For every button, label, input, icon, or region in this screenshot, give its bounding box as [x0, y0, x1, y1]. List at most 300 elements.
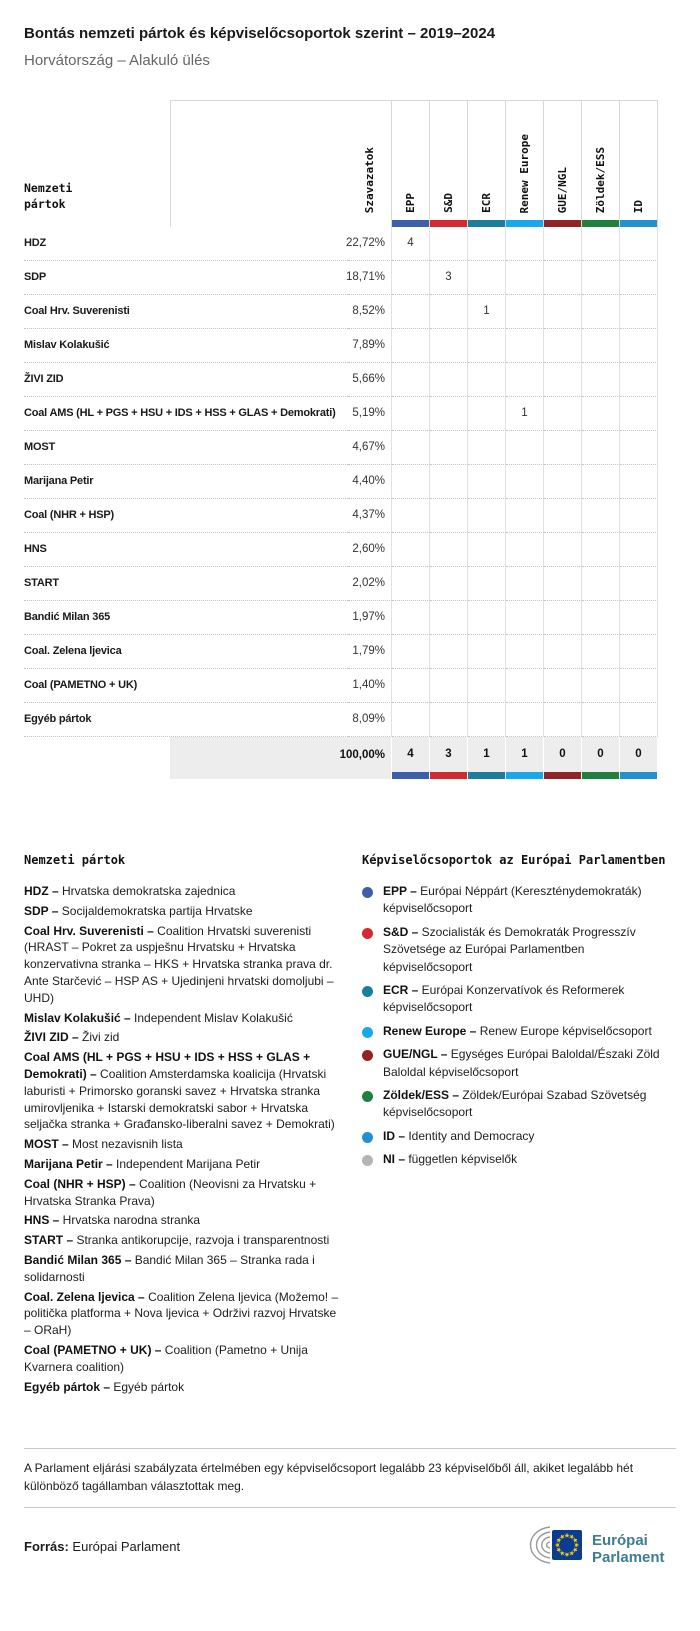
- legend-parties: [24, 853, 346, 1398]
- party-votes-value: 2,60%: [352, 543, 385, 555]
- header-divider: [170, 100, 171, 227]
- group-color-dot: [362, 887, 373, 898]
- seat-cell-epp: [392, 499, 430, 533]
- group-color-bar: [430, 772, 467, 779]
- legend-party-item: Egyéb pártok – Egyéb pártok: [24, 1379, 185, 1394]
- seat-cell-renew-europe: [506, 567, 544, 601]
- total-row: [24, 737, 658, 779]
- seat-cell-gue-ngl: [544, 635, 582, 669]
- group-color-bar: [544, 220, 581, 227]
- seat-cell-epp: 4: [392, 227, 430, 261]
- group-color-bar: [468, 772, 505, 779]
- legend-group-term: GUE/NGL –: [383, 1047, 448, 1062]
- group-color-bar: [506, 772, 543, 779]
- group-header-epp: [392, 100, 430, 227]
- seat-cell-z-ldek-ess: [582, 601, 620, 635]
- party-votes-cell: [348, 363, 392, 397]
- seat-cell-id: [620, 431, 658, 465]
- total-seat-cell-s-d: [430, 737, 468, 779]
- seat-cell-z-ldek-ess: [582, 261, 620, 295]
- party-name-cell: Marijana Petir: [24, 465, 348, 499]
- legend-group-term: ID –: [383, 1128, 406, 1143]
- seat-cell-ecr: [468, 465, 506, 499]
- party-name-cell: Coal AMS (HL + PGS + HSU + IDS + HSS + GLAS + Demokrati): [24, 397, 348, 431]
- seat-cell-ecr: [468, 363, 506, 397]
- table-row: [24, 261, 658, 295]
- legend-group-item: [362, 883, 676, 918]
- party-name-cell: Coal Hrv. Suverenisti: [24, 295, 348, 329]
- legend-group-text: GUE/NGL – Egységes Európai Baloldal/Északi Zöld Baloldal képviselőcsoport: [383, 1047, 660, 1079]
- seat-cell-epp: [392, 533, 430, 567]
- party-name-cell: Coal (PAMETNO + UK): [24, 669, 348, 703]
- party-votes-cell: [348, 703, 392, 737]
- legend-group-item: [362, 1151, 676, 1168]
- table-row: [24, 363, 658, 397]
- party-votes-cell: [348, 465, 392, 499]
- footnote: [24, 1448, 676, 1508]
- party-votes-value: 8,52%: [352, 305, 385, 317]
- total-seat-value: 1: [521, 748, 528, 760]
- legend-group-text: EPP – Európai Néppárt (Kereszténydemokraták) képviselőcsoport: [383, 884, 642, 916]
- total-seat-value: 3: [445, 748, 452, 760]
- seat-cell-renew-europe: [506, 329, 544, 363]
- seat-cell-s-d: 3: [430, 261, 468, 295]
- source-value: Európai Parlament: [72, 1538, 181, 1554]
- legend-group-text: S&D – Szocialisták és Demokraták Progresszív Szövetsége az Európai Parlamentben képviselőcsoport: [383, 924, 636, 974]
- legend-party-term: Coal AMS (HL + PGS + HSU + IDS + HSS + GLAS + Demokrati) –: [24, 1050, 311, 1081]
- group-header-label: EPP: [404, 193, 417, 213]
- group-color-dot: [362, 928, 373, 939]
- party-name-cell: Coal. Zelena ljevica: [24, 635, 348, 669]
- legend-group-item: [362, 1046, 676, 1081]
- table-row: [24, 465, 658, 499]
- total-seat-value: 0: [635, 748, 642, 760]
- legend-party-item: Bandić Milan 365 – Bandić Milan 365 – Stranka rada i solidarnosti: [24, 1252, 315, 1284]
- group-header-label: Zöldek/ESS: [594, 146, 607, 213]
- seat-cell-gue-ngl: [544, 465, 582, 499]
- legend-party-term: ŽIVI ZID –: [24, 1030, 79, 1045]
- party-votes-cell: [348, 329, 392, 363]
- seat-cell-ecr: [468, 635, 506, 669]
- party-votes-cell: [345, 227, 392, 261]
- european-parliament-logo: [508, 1522, 676, 1570]
- legend-group-term: NI –: [383, 1152, 406, 1167]
- seat-cell-ecr: [468, 499, 506, 533]
- seat-cell-s-d: [430, 703, 468, 737]
- votes-header-label: Szavazatok: [363, 146, 376, 213]
- party-votes-value: 18,71%: [345, 271, 385, 283]
- seat-cell-id: [620, 567, 658, 601]
- table-row: [24, 533, 658, 567]
- legend-party-item: Coal (PAMETNO + UK) – Coalition (Pametno + Unija Kvarnera coalition): [24, 1342, 308, 1374]
- legend-group-item: [362, 982, 676, 1017]
- legend-group-text: Renew Europe – Renew Europe képviselőcsoport: [383, 1023, 652, 1038]
- seat-cell-z-ldek-ess: [582, 465, 620, 499]
- party-votes-cell: [348, 635, 392, 669]
- seat-cell-s-d: [430, 533, 468, 567]
- legend-parties-title: Nemzeti pártok: [24, 853, 126, 867]
- party-votes-value: 7,89%: [352, 339, 385, 351]
- group-color-bar: [468, 220, 505, 227]
- seat-cell-renew-europe: 1: [506, 397, 544, 431]
- seat-cell-gue-ngl: [544, 669, 582, 703]
- group-header-gue-ngl: [544, 100, 582, 227]
- seat-cell-z-ldek-ess: [582, 295, 620, 329]
- legend-parties-list: [24, 883, 346, 1395]
- logo-wordmark-line2: Parlament: [592, 1549, 665, 1567]
- seat-cell-z-ldek-ess: [582, 431, 620, 465]
- party-votes-value: 2,02%: [352, 577, 385, 589]
- table-row: [24, 295, 658, 329]
- page-title: Bontás nemzeti pártok és képviselőcsoportok szerint – 2019–2024: [24, 25, 496, 42]
- seat-cell-epp: [392, 397, 430, 431]
- total-seat-value: 4: [407, 748, 414, 760]
- seat-cell-gue-ngl: [544, 261, 582, 295]
- seat-cell-renew-europe: [506, 261, 544, 295]
- legend-party-term: Coal (NHR + HSP) –: [24, 1176, 136, 1191]
- seat-cell-ecr: [468, 227, 506, 261]
- legend-party-item: SDP – Socijaldemokratska partija Hrvatske: [24, 903, 253, 918]
- total-seat-cell-id: [620, 737, 658, 779]
- seat-cell-gue-ngl: [544, 567, 582, 601]
- total-seat-value: 0: [597, 748, 604, 760]
- footer: [24, 1522, 676, 1570]
- seat-cell-ecr: [468, 601, 506, 635]
- legend-group-term: ECR –: [383, 982, 419, 997]
- group-header-ecr: [468, 100, 506, 227]
- seat-cell-ecr: [468, 567, 506, 601]
- legend-party-item: Mislav Kolakušić – Independent Mislav Kolakušić: [24, 1010, 293, 1025]
- seat-cell-z-ldek-ess: [582, 669, 620, 703]
- party-name-cell: MOST: [24, 431, 348, 465]
- legend-party-item: Coal Hrv. Suverenisti – Coalition Hrvatski suverenisti (HRAST – Pokret za uspješnu Hrvatsku + Hrvatska konzervativna stranka – HKS + Hrvatska stranka prava dr. Ante Starčević – HSP AS + Ujedinjeni hrvatski domoljubi – UHD): [24, 923, 334, 1005]
- seat-cell-gue-ngl: [544, 295, 582, 329]
- legend-party-item: Marijana Petir – Independent Marijana Petir: [24, 1156, 261, 1171]
- table-row: [24, 329, 658, 363]
- votes-column-header: [348, 100, 392, 227]
- seat-cell-s-d: [430, 499, 468, 533]
- legend-group-item: [362, 1023, 676, 1040]
- legend-party-item: Coal. Zelena ljevica – Coalition Zelena ljevica (Možemo! – politička platforma + Nova ljevica + Održivi razvoj Hrvatske – ORaH): [24, 1289, 339, 1338]
- seat-cell-s-d: [430, 669, 468, 703]
- group-color-dot: [362, 1132, 373, 1143]
- party-votes-value: 5,66%: [352, 373, 385, 385]
- legend-party-item: ŽIVI ZID – Živi zid: [24, 1030, 120, 1045]
- seat-cell-epp: [392, 635, 430, 669]
- total-seat-cell-z-ldek-ess: [582, 737, 620, 779]
- seat-cell-s-d: [430, 397, 468, 431]
- party-votes-value: 4,37%: [352, 509, 385, 521]
- seat-cell-gue-ngl: [544, 431, 582, 465]
- seat-cell-ecr: [468, 669, 506, 703]
- seat-cell-z-ldek-ess: [582, 499, 620, 533]
- seat-cell-s-d: [430, 295, 468, 329]
- seat-cell-s-d: [430, 431, 468, 465]
- seat-cell-id: [620, 601, 658, 635]
- seat-cell-ecr: [468, 533, 506, 567]
- party-name-cell: SDP: [24, 261, 348, 295]
- seat-cell-z-ldek-ess: [582, 227, 620, 261]
- party-votes-cell: [348, 601, 392, 635]
- seat-cell-ecr: 1: [468, 295, 506, 329]
- seat-cell-id: [620, 533, 658, 567]
- group-header-label: S&D: [442, 193, 455, 213]
- legend-group-text: ID – Identity and Democracy: [383, 1128, 535, 1143]
- party-votes-value: 22,72%: [345, 237, 385, 249]
- seat-cell-id: [620, 397, 658, 431]
- group-color-bar: [582, 220, 619, 227]
- seat-cell-renew-europe: [506, 363, 544, 397]
- page-subtitle: Horvátország – Alakuló ülés: [24, 51, 210, 69]
- legend-party-item: START – Stranka antikorupcije, razvoja i transparentnosti: [24, 1233, 330, 1248]
- legend-group-item: [362, 924, 676, 976]
- party-votes-cell: [345, 261, 392, 295]
- seat-cell-renew-europe: [506, 227, 544, 261]
- party-votes-value: 1,79%: [352, 645, 385, 657]
- group-color-dot: [362, 1155, 373, 1166]
- total-votes-cell: [339, 737, 392, 779]
- legend-group-term: Zöldek/ESS –: [383, 1087, 460, 1102]
- legend-party-term: Coal. Zelena ljevica –: [24, 1289, 145, 1304]
- seat-cell-z-ldek-ess: [582, 635, 620, 669]
- seat-cell-epp: [392, 465, 430, 499]
- seat-cell-id: [620, 261, 658, 295]
- party-votes-cell: [348, 431, 392, 465]
- party-votes-value: 4,67%: [352, 441, 385, 453]
- legend-party-item: HNS – Hrvatska narodna stranka: [24, 1213, 201, 1228]
- party-votes-cell: [348, 567, 392, 601]
- legend-party-item: HDZ – Hrvatska demokratska zajednica: [24, 884, 236, 898]
- seat-cell-z-ldek-ess: [582, 703, 620, 737]
- seat-cell-ecr: [468, 397, 506, 431]
- legend-groups-title: Képviselőcsoportok az Európai Parlamentben: [362, 853, 666, 867]
- seat-cell-id: [620, 499, 658, 533]
- legend-group-term: Renew Europe –: [383, 1023, 477, 1038]
- legend-group-text: ECR – Európai Konzervatívok és Reformerek képviselőcsoport: [383, 982, 625, 1015]
- seat-cell-epp: [392, 261, 430, 295]
- seat-cell-s-d: [430, 567, 468, 601]
- party-votes-value: 1,97%: [352, 611, 385, 623]
- table-row: [24, 499, 658, 533]
- corner-cell: [24, 100, 348, 227]
- seat-cell-epp: [392, 431, 430, 465]
- table-body: [24, 227, 658, 737]
- legend-group-term: S&D –: [383, 924, 419, 939]
- seat-cell-s-d: [430, 227, 468, 261]
- seat-cell-epp: [392, 363, 430, 397]
- seat-cell-ecr: [468, 431, 506, 465]
- seat-cell-gue-ngl: [544, 363, 582, 397]
- seat-cell-epp: [392, 329, 430, 363]
- group-color-bar: [544, 772, 581, 779]
- seat-cell-s-d: [430, 329, 468, 363]
- table-row: [24, 397, 658, 431]
- party-name-cell: Coal (NHR + HSP): [24, 499, 348, 533]
- seat-cell-gue-ngl: [544, 397, 582, 431]
- seat-cell-ecr: [468, 703, 506, 737]
- seat-cell-gue-ngl: [544, 499, 582, 533]
- seat-cell-z-ldek-ess: [582, 329, 620, 363]
- total-seat-value: 1: [483, 748, 490, 760]
- seat-cell-z-ldek-ess: [582, 533, 620, 567]
- legend-party-term: Coal (PAMETNO + UK) –: [24, 1342, 162, 1357]
- group-color-bar: [582, 772, 619, 779]
- seat-cell-id: [620, 703, 658, 737]
- legend-group-item: [362, 1128, 676, 1145]
- legend-groups: [362, 853, 676, 1398]
- seat-cell-s-d: [430, 635, 468, 669]
- seat-cell-id: [620, 227, 658, 261]
- group-color-bar: [392, 220, 429, 227]
- party-name-cell: ŽIVI ZID: [24, 363, 348, 397]
- logo-arcs-icon: [531, 1527, 551, 1563]
- seat-cell-z-ldek-ess: [582, 567, 620, 601]
- legend-party-item: Coal (NHR + HSP) – Coalition (Neovisni za Hrvatsku + Hrvatska Stranka Prava): [24, 1176, 317, 1208]
- legend-group-term: EPP –: [383, 884, 417, 898]
- party-votes-value: 5,19%: [352, 407, 385, 419]
- seat-cell-gue-ngl: [544, 601, 582, 635]
- legend: [24, 853, 676, 1398]
- party-votes-cell: [348, 499, 392, 533]
- group-header-renew-europe: [506, 100, 544, 227]
- seat-cell-renew-europe: [506, 431, 544, 465]
- party-name-cell: START: [24, 567, 348, 601]
- logo-wordmark-line1: Európai: [592, 1532, 648, 1550]
- seat-cell-id: [620, 295, 658, 329]
- group-header-label: ID: [632, 199, 645, 213]
- legend-party-term: Coal Hrv. Suverenisti –: [24, 923, 154, 938]
- group-color-bar: [506, 220, 543, 227]
- total-seat-value: 0: [559, 748, 566, 760]
- party-votes-value: 4,40%: [352, 475, 385, 487]
- total-votes-value: 100,00%: [339, 749, 385, 761]
- party-name-cell: Mislav Kolakušić: [24, 329, 348, 363]
- seat-cell-id: [620, 363, 658, 397]
- seat-cell-gue-ngl: [544, 533, 582, 567]
- table-row: [24, 567, 658, 601]
- seat-cell-ecr: [468, 261, 506, 295]
- row-header-label: Nemzeti pártok: [24, 180, 73, 212]
- table-row: [24, 703, 658, 737]
- seat-cell-renew-europe: [506, 465, 544, 499]
- group-header-s-d: [430, 100, 468, 227]
- party-name-cell: Egyéb pártok: [24, 703, 348, 737]
- seat-cell-s-d: [430, 601, 468, 635]
- seat-cell-renew-europe: [506, 669, 544, 703]
- footnote-text: A Parlament eljárási szabályzata értelmében egy képviselőcsoport legalább 23 képviselőből áll, akiket legalább hét különböző tagállamban választottak meg.: [24, 1461, 634, 1494]
- legend-party-term: SDP –: [24, 903, 59, 918]
- seat-cell-epp: [392, 567, 430, 601]
- group-color-bar: [620, 220, 657, 227]
- legend-group-text: NI – független képviselők: [383, 1152, 518, 1167]
- seat-cell-id: [620, 465, 658, 499]
- party-votes-cell: [348, 669, 392, 703]
- results-table: [24, 100, 658, 779]
- table-row: [24, 635, 658, 669]
- svg-text:Európai: [592, 1532, 648, 1549]
- source: [24, 1539, 180, 1554]
- group-header-label: Renew Europe: [518, 133, 531, 213]
- seat-cell-renew-europe: [506, 295, 544, 329]
- seat-cell-id: [620, 669, 658, 703]
- group-header-z-ldek-ess: [582, 100, 620, 227]
- group-color-dot: [362, 1050, 373, 1061]
- total-seat-cell-renew-europe: [506, 737, 544, 779]
- seat-cell-id: [620, 635, 658, 669]
- party-name-cell: Bandić Milan 365: [24, 601, 348, 635]
- source-label: Forrás:: [24, 1538, 69, 1554]
- legend-party-term: Egyéb pártok –: [24, 1379, 111, 1394]
- party-votes-cell: [348, 295, 392, 329]
- legend-group-text: Zöldek/ESS – Zöldek/Európai Szabad Szövetség képviselőcsoport: [383, 1087, 647, 1120]
- party-votes-value: 1,40%: [352, 679, 385, 691]
- table-header-row: [24, 100, 658, 227]
- legend-party-term: Bandić Milan 365 –: [24, 1252, 132, 1267]
- seat-cell-gue-ngl: [544, 227, 582, 261]
- legend-party-term: Marijana Petir –: [24, 1156, 113, 1171]
- legend-party-item: MOST – Most nezavisnih lista: [24, 1137, 183, 1152]
- total-seat-cell-ecr: [468, 737, 506, 779]
- legend-groups-list: [362, 883, 676, 1168]
- total-fill: [170, 737, 348, 779]
- legend-party-item: Coal AMS (HL + PGS + HSU + IDS + HSS + GLAS + Demokrati) – Coalition Amsterdamska koalicija (Hrvatski laburisti + Primorsko goranski savez + Hrvatska stranka umirovljenika + Istarski demokratski sabor + Hrvatska seljačka stranka + Građansko-liberalni savez + Demokrati): [24, 1050, 335, 1132]
- legend-party-term: HDZ –: [24, 884, 59, 898]
- group-color-bar: [620, 772, 657, 779]
- table-row: [24, 227, 658, 261]
- group-header-label: ECR: [480, 193, 493, 213]
- seat-cell-id: [620, 329, 658, 363]
- seat-cell-epp: [392, 295, 430, 329]
- legend-party-term: Mislav Kolakušić –: [24, 1010, 131, 1025]
- seat-cell-renew-europe: [506, 499, 544, 533]
- group-color-dot: [362, 986, 373, 997]
- seat-cell-renew-europe: [506, 635, 544, 669]
- seat-cell-ecr: [468, 329, 506, 363]
- group-color-dot: [362, 1027, 373, 1038]
- legend-party-term: HNS –: [24, 1213, 60, 1228]
- seat-cell-gue-ngl: [544, 329, 582, 363]
- total-seat-cell-gue-ngl: [544, 737, 582, 779]
- seat-cell-z-ldek-ess: [582, 397, 620, 431]
- seat-cell-s-d: [430, 465, 468, 499]
- legend-group-item: [362, 1087, 676, 1122]
- seat-cell-epp: [392, 601, 430, 635]
- seat-cell-z-ldek-ess: [582, 363, 620, 397]
- legend-party-term: START –: [24, 1233, 74, 1248]
- total-name-cell: [24, 737, 348, 779]
- seat-cell-renew-europe: [506, 533, 544, 567]
- seat-cell-renew-europe: [506, 703, 544, 737]
- party-votes-cell: [348, 533, 392, 567]
- party-votes-value: 8,09%: [352, 713, 385, 725]
- group-color-bar: [430, 220, 467, 227]
- svg-text:Parlament: [592, 1549, 665, 1566]
- group-header-label: GUE/NGL: [556, 166, 569, 213]
- legend-party-term: MOST –: [24, 1137, 69, 1152]
- seat-cell-epp: [392, 703, 430, 737]
- party-votes-cell: [348, 397, 392, 431]
- group-color-bar: [392, 772, 429, 779]
- party-name-cell: HNS: [24, 533, 348, 567]
- group-color-dot: [362, 1091, 373, 1102]
- table-row: [24, 431, 658, 465]
- seat-cell-gue-ngl: [544, 703, 582, 737]
- party-name-cell: HDZ: [24, 227, 348, 261]
- group-header-id: [620, 100, 658, 227]
- table-row: [24, 601, 658, 635]
- table-row: [24, 669, 658, 703]
- seat-cell-epp: [392, 669, 430, 703]
